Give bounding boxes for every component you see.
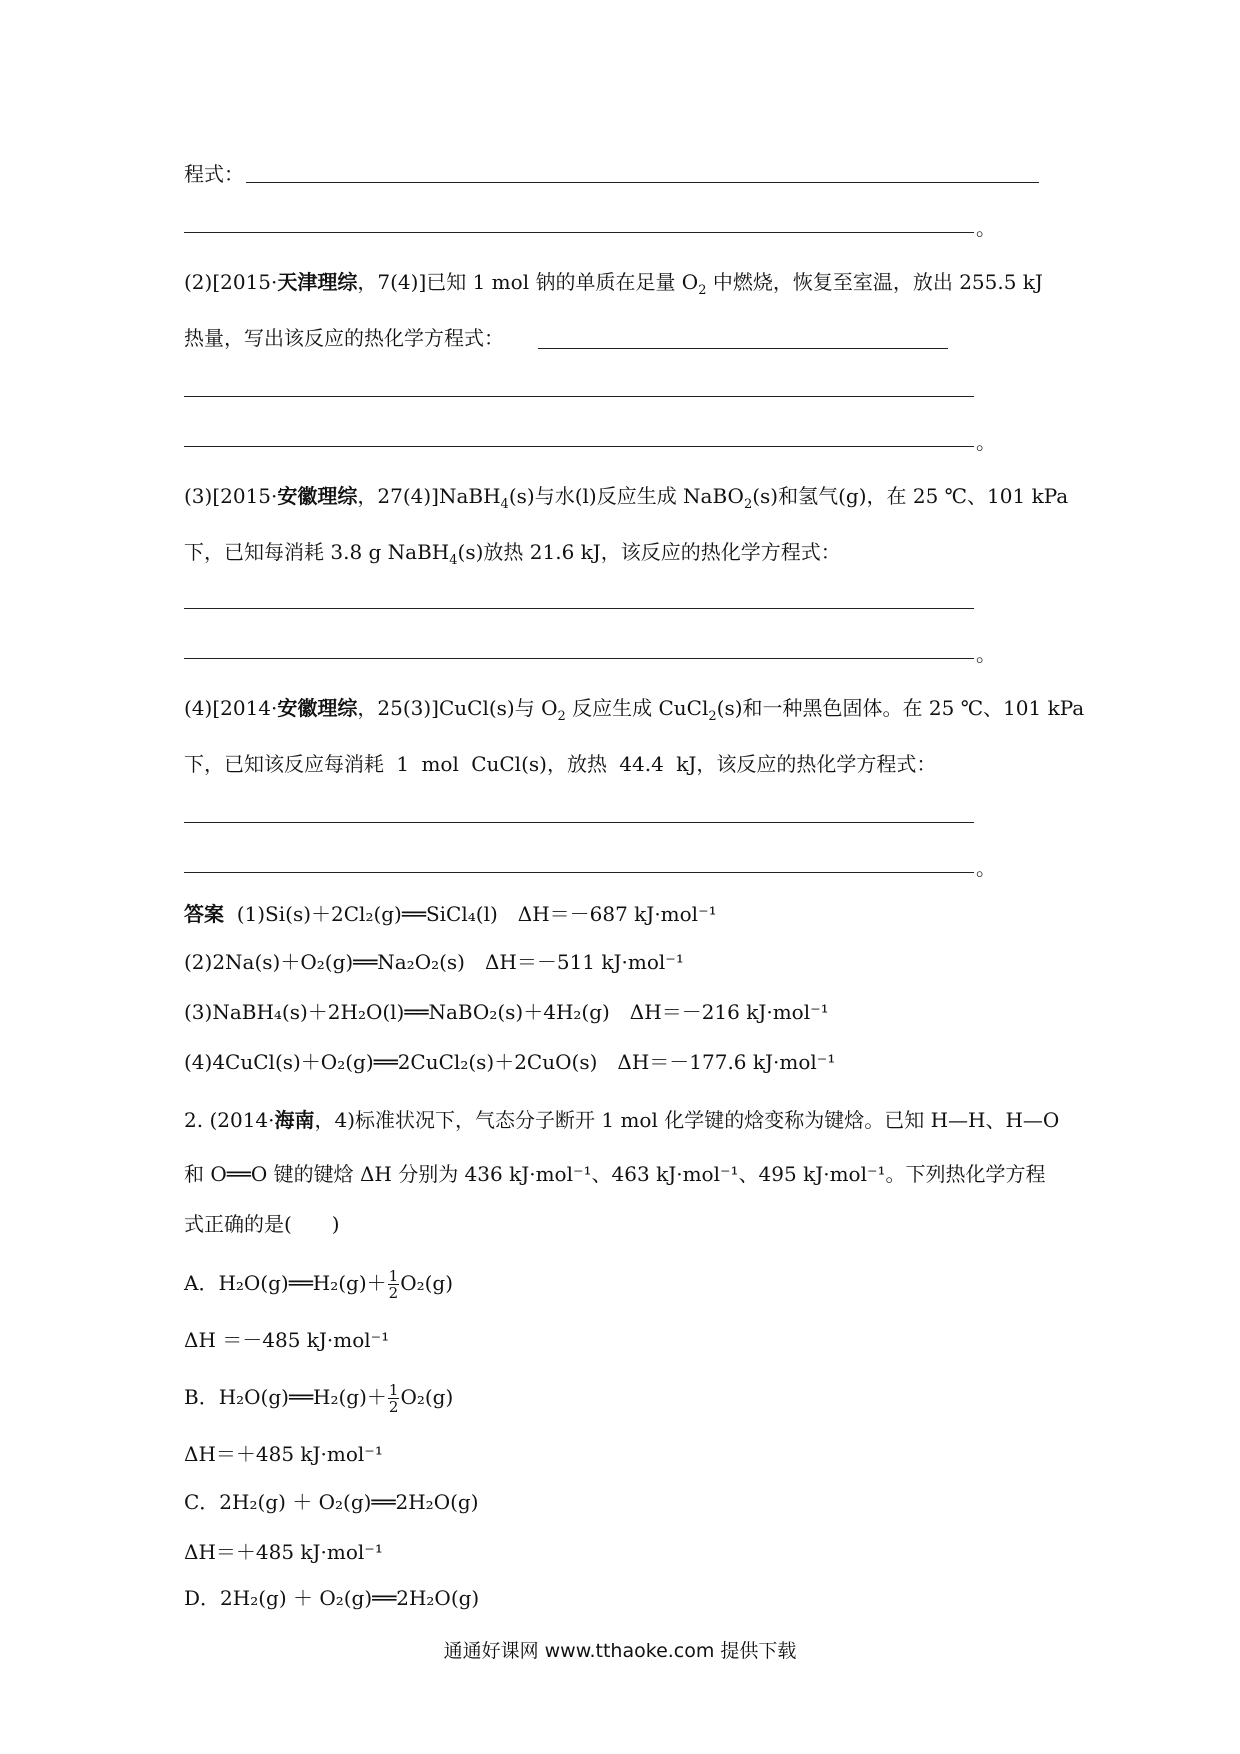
option-b-tail: O₂(g) <box>400 1385 454 1409</box>
q4-sub1: 2 <box>557 709 566 724</box>
answer-blank[interactable] <box>184 658 974 659</box>
fraction-half <box>388 1268 400 1301</box>
end-mark: 。 <box>976 856 996 880</box>
page-footer: 通通好课网 www.tthaoke.com 提供下载 <box>443 1640 797 1662</box>
q3-source: 安徽理综 <box>277 484 358 508</box>
fraction-half <box>388 1382 400 1415</box>
answer-blank[interactable] <box>184 446 974 447</box>
fraction-denominator: 2 <box>388 1398 399 1416</box>
end-mark: 。 <box>976 642 996 666</box>
q4-text1: ，25(3)]CuCl(s)与 O <box>357 696 558 720</box>
q4-line1 <box>184 694 1084 722</box>
q2-sub1: 2 <box>698 283 707 298</box>
option-c-dh: ΔH＝＋485 kJ·mol⁻¹ <box>184 1540 383 1564</box>
answer-blank[interactable] <box>246 182 1039 183</box>
option-a-text: A．H₂O(g)══H₂(g)＋ <box>184 1271 387 1295</box>
q3-text2: (s)与水(l)反应生成 NaBO <box>508 484 744 508</box>
q3-line1 <box>184 482 1068 510</box>
q3-sub1: 4 <box>500 497 509 512</box>
q2-source: 天津理综 <box>277 270 358 294</box>
answer-line1 <box>184 900 717 928</box>
fraction-numerator: 1 <box>388 1267 399 1285</box>
q1-line-a <box>184 160 244 188</box>
question2-line1 <box>184 1106 1059 1134</box>
option-a-tail: O₂(g) <box>400 1271 454 1295</box>
q4-text3: (s)和一种黑色固体。在 25 ℃、101 kPa <box>716 696 1085 720</box>
q3-sub2: 2 <box>743 497 753 512</box>
fraction-numerator: 1 <box>388 1381 399 1399</box>
option-c[interactable]: C．2H₂(g) ＋ O₂(g)══2H₂O(g) <box>184 1490 479 1514</box>
q3-line2b: (s)放热 21.6 kJ，该反应的热化学方程式： <box>457 540 841 564</box>
q4-sub2: 2 <box>708 709 717 724</box>
question2-prefix: 2. (2014· <box>184 1108 275 1132</box>
answer-blank[interactable] <box>184 872 974 873</box>
question2-line2: 和 O══O 键的键焓 ΔH 分别为 436 kJ·mol⁻¹、463 kJ·mol⁻¹、495 kJ·mol⁻¹。下列热化学方程 <box>184 1162 1046 1186</box>
option-b[interactable] <box>184 1382 453 1415</box>
answer-3: (3)NaBH₄(s)＋2H₂O(l)══NaBO₂(s)＋4H₂(g) ΔH＝－216 kJ·mol⁻¹ <box>184 1000 829 1024</box>
option-b-text: B．H₂O(g)══H₂(g)＋ <box>184 1385 387 1409</box>
q4-line2: 下，已知该反应每消耗 1 mol CuCl(s)，放热 44.4 kJ，该反应的热化学方程式： <box>184 752 937 776</box>
q2-line2: 热量，写出该反应的热化学方程式： <box>184 326 504 350</box>
option-a[interactable] <box>184 1268 453 1301</box>
q2-line1 <box>184 268 1043 296</box>
end-mark: 。 <box>976 430 996 454</box>
q4-text2: 反应生成 CuCl <box>565 696 709 720</box>
q3-line2sub: 4 <box>449 553 458 568</box>
q3-line2 <box>184 538 841 566</box>
q2-text2: 中燃烧，恢复至室温，放出 255.5 kJ <box>706 270 1043 294</box>
answer-label: 答案 <box>184 902 224 926</box>
fraction-denominator: 2 <box>388 1284 399 1302</box>
q3-prefix: (3)[2015· <box>184 484 278 508</box>
answer-blank[interactable] <box>184 232 974 233</box>
q2-text1: ，7(4)]已知 1 mol 钠的单质在足量 O <box>357 270 699 294</box>
question2-line3: 式正确的是( ) <box>184 1212 340 1236</box>
q2-prefix: (2)[2015· <box>184 270 278 294</box>
answer-blank[interactable] <box>538 348 948 349</box>
q1-label: 程式： <box>184 162 244 186</box>
q3-text3: (s)和氢气(g)，在 25 ℃、101 kPa <box>752 484 1069 508</box>
q3-line2a: 下，已知每消耗 3.8 g NaBH <box>184 540 450 564</box>
q3-text1: ，27(4)]NaBH <box>357 484 501 508</box>
answer-blank[interactable] <box>184 822 974 823</box>
answer-2: (2)2Na(s)＋O₂(g)══Na₂O₂(s) ΔH＝－511 kJ·mol⁻¹ <box>184 950 684 974</box>
question2-text1: ，4)标准状况下，气态分子断开 1 mol 化学键的焓变称为键焓。已知 H—H、H—O <box>314 1108 1060 1132</box>
answer-1: (1)Si(s)＋2Cl₂(g)══SiCl₄(l) ΔH＝－687 kJ·mol⁻¹ <box>236 902 717 926</box>
answer-4: (4)4CuCl(s)＋O₂(g)══2CuCl₂(s)＋2CuO(s) ΔH＝－177.6 kJ·mol⁻¹ <box>184 1050 836 1074</box>
answer-blank[interactable] <box>184 608 974 609</box>
q4-prefix: (4)[2014· <box>184 696 278 720</box>
q4-source: 安徽理综 <box>277 696 358 720</box>
option-a-dh: ΔH ＝－485 kJ·mol⁻¹ <box>184 1328 390 1352</box>
end-mark: 。 <box>976 216 996 240</box>
question2-source: 海南 <box>274 1108 315 1132</box>
answer-blank[interactable] <box>184 396 974 397</box>
option-b-dh: ΔH＝＋485 kJ·mol⁻¹ <box>184 1442 383 1466</box>
option-d[interactable]: D．2H₂(g) ＋ O₂(g)══2H₂O(g) <box>184 1586 480 1610</box>
